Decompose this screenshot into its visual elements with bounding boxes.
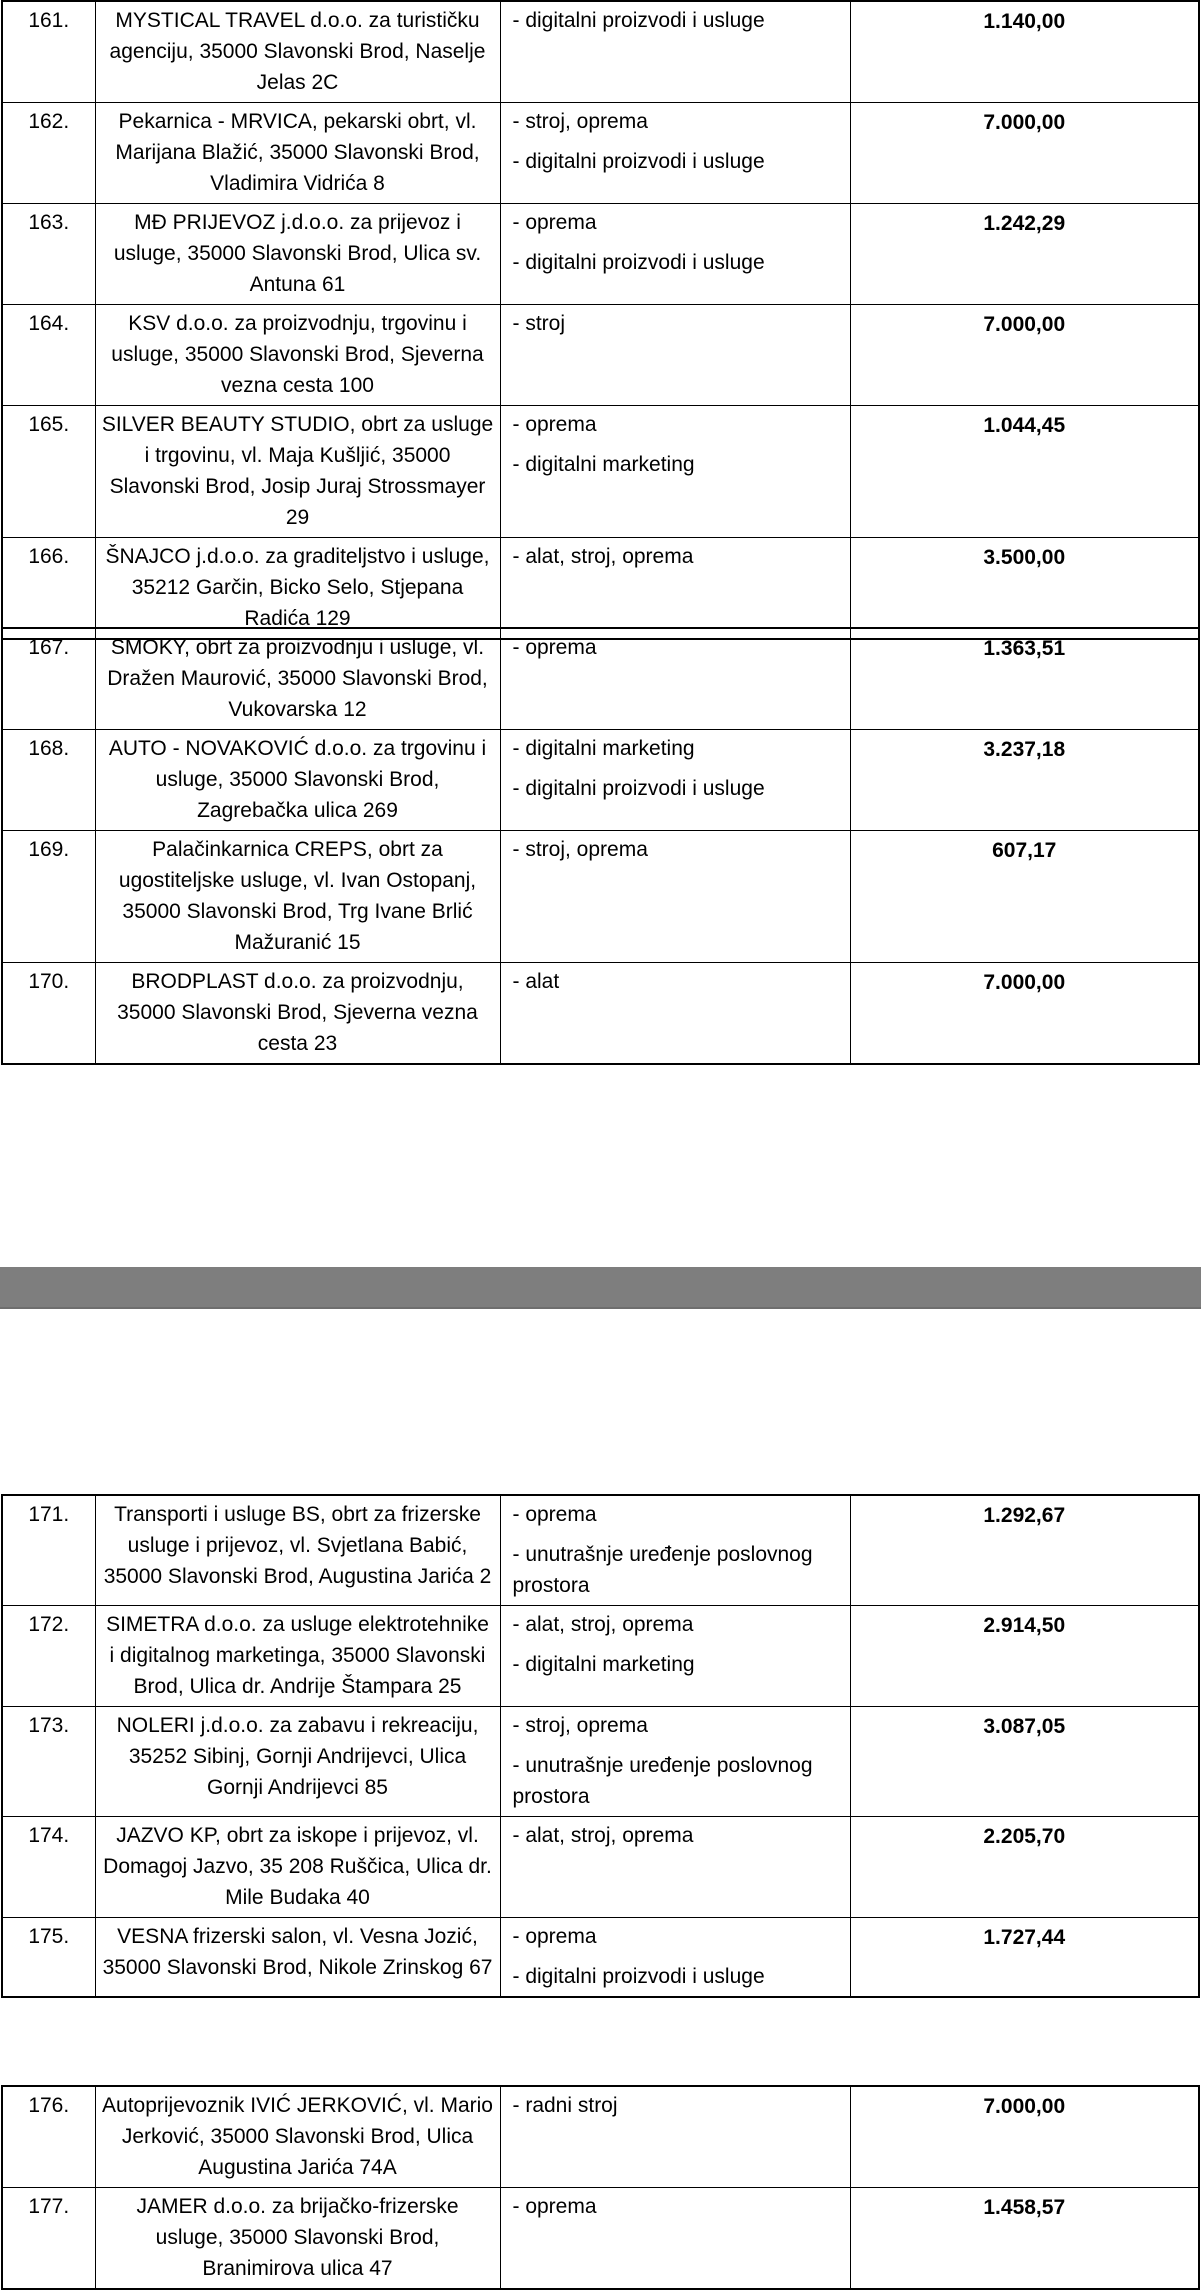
cost-category-item: - stroj, oprema xyxy=(512,838,648,861)
recipient-description: MĐ PRIJEVOZ j.d.o.o. za prijevoz i usluge, 35000 Slavonski Brod, Ulica sv. Antuna 61 xyxy=(95,204,500,305)
cost-category-item: - stroj xyxy=(512,312,565,335)
table-row xyxy=(2,1707,1199,1817)
cost-categories xyxy=(500,406,850,538)
recipient-description: Transporti i usluge BS, obrt za frizerske usluge i prijevoz, vl. Svjetlana Babić, 35000 Slavonski Brod, Augustina Jarića 2 xyxy=(95,1495,500,1606)
cost-category-item: - alat, stroj, oprema xyxy=(512,1613,694,1636)
cost-categories xyxy=(500,1817,850,1918)
cost-categories xyxy=(500,1495,850,1606)
cost-categories xyxy=(500,730,850,831)
recipient-description: KSV d.o.o. za proizvodnju, trgovinu i usluge, 35000 Slavonski Brod, Sjeverna vezna cesta 100 xyxy=(95,305,500,406)
grant-table xyxy=(1,627,1200,1065)
recipient-description: SILVER BEAUTY STUDIO, obrt za usluge i trgovinu, vl. Maja Kušljić, 35000 Slavonski Brod, Josip Juraj Strossmayer 29 xyxy=(95,406,500,538)
cost-category-item: - digitalni marketing xyxy=(512,737,695,760)
cost-category-item: - unutrašnje uređenje poslovnog prostora xyxy=(512,1543,813,1597)
table-row xyxy=(2,204,1199,305)
cost-categories xyxy=(500,103,850,204)
grant-amount: 1.292,67 xyxy=(850,1495,1199,1606)
row-number: 167. xyxy=(2,628,95,730)
cost-categories xyxy=(500,2086,850,2188)
cost-category-item: - stroj, oprema xyxy=(512,110,648,133)
row-number: 162. xyxy=(2,103,95,204)
recipient-description: NOLERI j.d.o.o. za zabavu i rekreaciju, 35252 Sibinj, Gornji Andrijevci, Ulica Gornji Andrijevci 85 xyxy=(95,1707,500,1817)
cost-category-item: - digitalni proizvodi i usluge xyxy=(512,9,765,32)
recipient-description: VESNA frizerski salon, vl. Vesna Jozić, 35000 Slavonski Brod, Nikole Zrinskog 67 xyxy=(95,1918,500,1998)
grant-amount: 3.500,00 xyxy=(850,538,1199,640)
table-row xyxy=(2,2188,1199,2290)
grant-amount: 607,17 xyxy=(850,831,1199,963)
grant-amount: 2.914,50 xyxy=(850,1606,1199,1707)
cost-categories xyxy=(500,628,850,730)
table-row xyxy=(2,730,1199,831)
cost-category-item: - digitalni proizvodi i usluge xyxy=(512,251,765,274)
row-number: 177. xyxy=(2,2188,95,2290)
cost-categories xyxy=(500,1918,850,1998)
recipient-description: JAMER d.o.o. za brijačko-frizerske usluge, 35000 Slavonski Brod, Branimirova ulica 47 xyxy=(95,2188,500,2290)
grant-amount: 7.000,00 xyxy=(850,2086,1199,2188)
recipient-description: MYSTICAL TRAVEL d.o.o. za turističku agenciju, 35000 Slavonski Brod, Naselje Jelas 2C xyxy=(95,1,500,103)
grant-table-block-1 xyxy=(1,0,1200,640)
grant-table xyxy=(1,2085,1200,2290)
cost-categories xyxy=(500,305,850,406)
cost-categories xyxy=(500,1606,850,1707)
grant-amount: 3.087,05 xyxy=(850,1707,1199,1817)
recipient-description: Autoprijevoznik IVIĆ JERKOVIĆ, vl. Mario Jerković, 35000 Slavonski Brod, Ulica Augustina Jarića 74A xyxy=(95,2086,500,2188)
recipient-description: SIMETRA d.o.o. za usluge elektrotehnike i digitalnog marketinga, 35000 Slavonski Brod, Ulica dr. Andrije Štampara 25 xyxy=(95,1606,500,1707)
cost-category-item: - oprema xyxy=(512,211,597,234)
cost-category-item: - stroj, oprema xyxy=(512,1714,648,1737)
table-row xyxy=(2,2086,1199,2188)
cost-category-item: - oprema xyxy=(512,636,597,659)
cost-categories xyxy=(500,1,850,103)
table-row xyxy=(2,1,1199,103)
table-row xyxy=(2,1495,1199,1606)
row-number: 173. xyxy=(2,1707,95,1817)
cost-categories xyxy=(500,963,850,1065)
cost-category-item: - digitalni proizvodi i usluge xyxy=(512,150,765,173)
grant-table xyxy=(1,0,1200,640)
cost-categories xyxy=(500,1707,850,1817)
row-number: 171. xyxy=(2,1495,95,1606)
grant-amount: 1.242,29 xyxy=(850,204,1199,305)
row-number: 174. xyxy=(2,1817,95,1918)
grant-amount: 7.000,00 xyxy=(850,305,1199,406)
table-row xyxy=(2,628,1199,730)
cost-category-item: - oprema xyxy=(512,1503,597,1526)
grant-amount: 1.458,57 xyxy=(850,2188,1199,2290)
cost-category-item: - radni stroj xyxy=(512,2094,618,2117)
page-divider-bar xyxy=(0,1267,1201,1309)
recipient-description: BRODPLAST d.o.o. za proizvodnju, 35000 Slavonski Brod, Sjeverna vezna cesta 23 xyxy=(95,963,500,1065)
row-number: 168. xyxy=(2,730,95,831)
grant-amount: 3.237,18 xyxy=(850,730,1199,831)
table-row xyxy=(2,1606,1199,1707)
cost-category-item: - alat xyxy=(512,970,560,993)
table-row xyxy=(2,305,1199,406)
row-number: 172. xyxy=(2,1606,95,1707)
cost-categories xyxy=(500,204,850,305)
cost-categories xyxy=(500,538,850,640)
cost-category-item: - oprema xyxy=(512,1925,597,1948)
table-row xyxy=(2,103,1199,204)
table-row xyxy=(2,538,1199,640)
grant-table-block-3 xyxy=(1,1494,1200,1998)
recipient-description: JAZVO KP, obrt za iskope i prijevoz, vl. Domagoj Jazvo, 35 208 Ruščica, Ulica dr. Mile Budaka 40 xyxy=(95,1817,500,1918)
recipient-description: ŠNAJCO j.d.o.o. za graditeljstvo i usluge, 35212 Garčin, Bicko Selo, Stjepana Radića 129 xyxy=(95,538,500,640)
cost-category-item: - alat, stroj, oprema xyxy=(512,545,694,568)
row-number: 170. xyxy=(2,963,95,1065)
cost-category-item: - unutrašnje uređenje poslovnog prostora xyxy=(512,1754,813,1808)
cost-category-item: - digitalni proizvodi i usluge xyxy=(512,1965,765,1988)
row-number: 169. xyxy=(2,831,95,963)
table-row xyxy=(2,963,1199,1065)
grant-amount: 7.000,00 xyxy=(850,103,1199,204)
grant-amount: 7.000,00 xyxy=(850,963,1199,1065)
cost-category-item: - oprema xyxy=(512,2195,597,2218)
recipient-description: AUTO - NOVAKOVIĆ d.o.o. za trgovinu i usluge, 35000 Slavonski Brod, Zagrebačka ulica 269 xyxy=(95,730,500,831)
grant-amount: 1.363,51 xyxy=(850,628,1199,730)
row-number: 164. xyxy=(2,305,95,406)
table-row xyxy=(2,1918,1199,1998)
grant-amount: 1.044,45 xyxy=(850,406,1199,538)
cost-categories xyxy=(500,2188,850,2290)
recipient-description: SMOKY, obrt za proizvodnju i usluge, vl. Dražen Maurović, 35000 Slavonski Brod, Vukovarska 12 xyxy=(95,628,500,730)
cost-category-item: - alat, stroj, oprema xyxy=(512,1824,694,1847)
row-number: 165. xyxy=(2,406,95,538)
grant-amount: 1.727,44 xyxy=(850,1918,1199,1998)
table-row xyxy=(2,831,1199,963)
grant-table-block-4 xyxy=(1,2085,1200,2290)
table-row xyxy=(2,1817,1199,1918)
grant-table-block-2 xyxy=(1,627,1200,1065)
recipient-description: Palačinkarnica CREPS, obrt za ugostiteljske usluge, vl. Ivan Ostopanj, 35000 Slavonski Brod, Trg Ivane Brlić Mažuranić 15 xyxy=(95,831,500,963)
grant-amount: 2.205,70 xyxy=(850,1817,1199,1918)
row-number: 161. xyxy=(2,1,95,103)
cost-category-item: - digitalni marketing xyxy=(512,1653,695,1676)
cost-category-item: - digitalni marketing xyxy=(512,453,695,476)
grant-amount: 1.140,00 xyxy=(850,1,1199,103)
cost-category-item: - oprema xyxy=(512,413,597,436)
cost-category-item: - digitalni proizvodi i usluge xyxy=(512,777,765,800)
recipient-description: Pekarnica - MRVICA, pekarski obrt, vl. Marijana Blažić, 35000 Slavonski Brod, Vladimira Vidrića 8 xyxy=(95,103,500,204)
row-number: 175. xyxy=(2,1918,95,1998)
row-number: 163. xyxy=(2,204,95,305)
grant-table xyxy=(1,1494,1200,1998)
table-row xyxy=(2,406,1199,538)
row-number: 176. xyxy=(2,2086,95,2188)
row-number: 166. xyxy=(2,538,95,640)
cost-categories xyxy=(500,831,850,963)
